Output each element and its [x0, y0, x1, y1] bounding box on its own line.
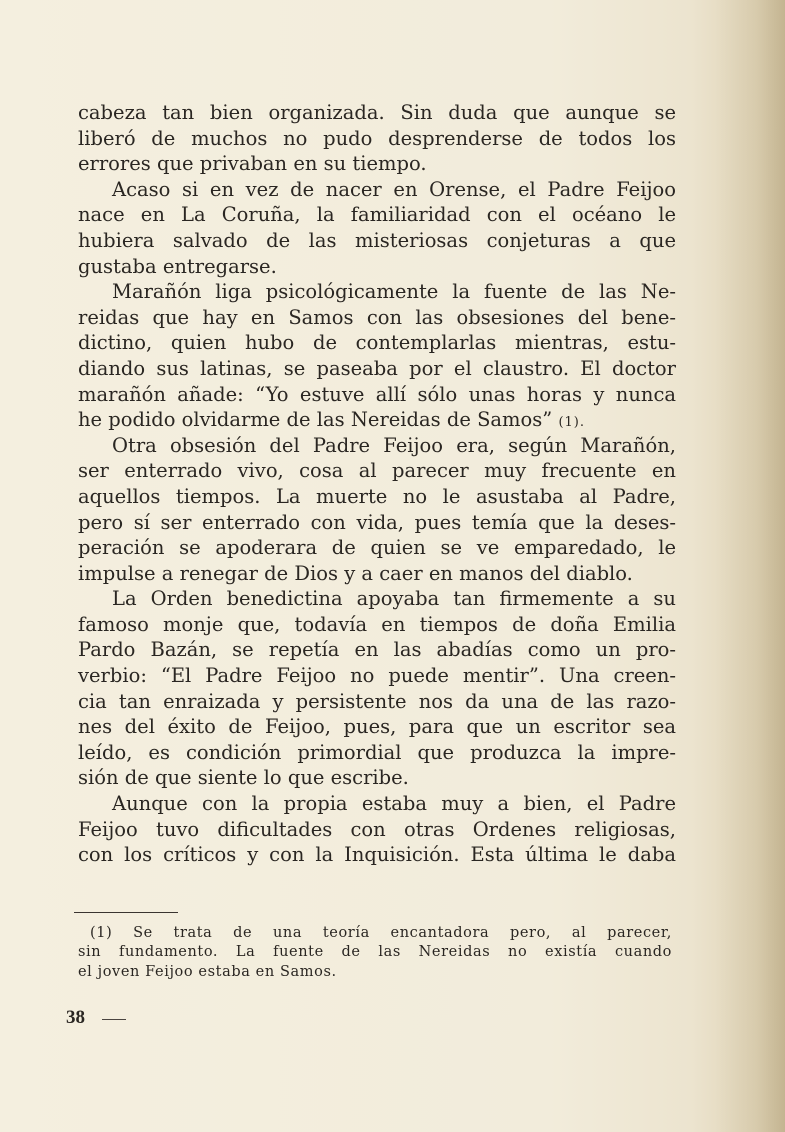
text-line: leído, es condición primordial que produzca la impre-	[78, 740, 676, 764]
text-line: impulse a renegar de Dios y a caer en manos del diablo.	[78, 561, 633, 585]
text-line: errores que privaban en su tiempo.	[78, 152, 427, 176]
text-line: Feijoo tuvo dificultades con otras Ordenes religiosas,	[78, 817, 676, 841]
text-line: famoso monje que, todavía en tiempos de doña Emilia	[78, 612, 676, 636]
text-line: Marañón liga psicológicamente la fuente de las Ne-	[112, 280, 676, 304]
text-line: diando sus latinas, se paseaba por el claustro. El doctor	[78, 356, 676, 380]
page-number-dash	[102, 1019, 126, 1020]
text-line-content: he podido olvidarme de las Nereidas de Samos”	[78, 408, 553, 432]
footnote-line: el joven Feijoo estaba en Samos.	[78, 963, 337, 980]
page-gutter-shadow	[715, 0, 785, 1132]
text-line: nes del éxito de Feijoo, pues, para que un escritor sea	[78, 715, 676, 739]
text-line: Acaso si en vez de nacer en Orense, el Padre Feijoo	[112, 177, 676, 201]
text-line: gustaba entregarse.	[78, 254, 277, 278]
text-line: marañón añade: “Yo estuve allí sólo unas horas y nunca	[78, 382, 676, 406]
body-text	[78, 100, 676, 868]
text-line: dictino, quien hubo de contemplarlas mientras, estu-	[78, 331, 676, 355]
text-line: Pardo Bazán, se repetía en las abadías como un pro-	[78, 638, 676, 662]
text-line: reidas que hay en Samos con las obsesiones del bene-	[78, 305, 676, 329]
text-line: aquellos tiempos. La muerte no le asustaba al Padre,	[78, 484, 676, 508]
page-number: 38	[66, 1007, 85, 1028]
text-line: verbio: “El Padre Feijoo no puede mentir”. Una creen-	[78, 664, 676, 688]
text-line: Aunque con la propia estaba muy a bien, el Padre	[112, 792, 676, 816]
text-line: sión de que siente lo que escribe.	[78, 766, 409, 790]
text-line: La Orden benedictina apoyaba tan firmemente a su	[112, 587, 676, 611]
footnote-line: sin fundamento. La fuente de las Nereidas no existía cuando	[78, 944, 672, 961]
text-line: cia tan enraizada y persistente nos da una de las razo-	[78, 689, 676, 713]
text-line: peración se apoderara de quien se ve emparedado, le	[78, 536, 676, 560]
text-line: cabeza tan bien organizada. Sin duda que aunque se	[78, 101, 676, 124]
footnote-divider	[74, 912, 178, 913]
text-line: con los críticos y con la Inquisición. Esta última le daba	[78, 843, 676, 867]
text-line: hubiera salvado de las misteriosas conjeturas a que	[78, 228, 676, 252]
footnote-line: (1) Se trata de una teoría encantadora pero, al parecer,	[90, 925, 672, 941]
text-line: ser enterrado vivo, cosa al parecer muy frecuente en	[78, 459, 676, 483]
footnote	[78, 924, 672, 982]
text-line: pero sí ser enterrado con vida, pues temía que la deses-	[78, 510, 676, 534]
text-line	[78, 407, 676, 433]
text-line: liberó de muchos no pudo desprenderse de todos los	[78, 126, 676, 150]
text-line: Otra obsesión del Padre Feijoo era, según Marañón,	[112, 433, 676, 457]
text-line: nace en La Coruña, la familiaridad con el océano le	[78, 203, 676, 227]
footnote-reference: (1).	[558, 415, 586, 431]
